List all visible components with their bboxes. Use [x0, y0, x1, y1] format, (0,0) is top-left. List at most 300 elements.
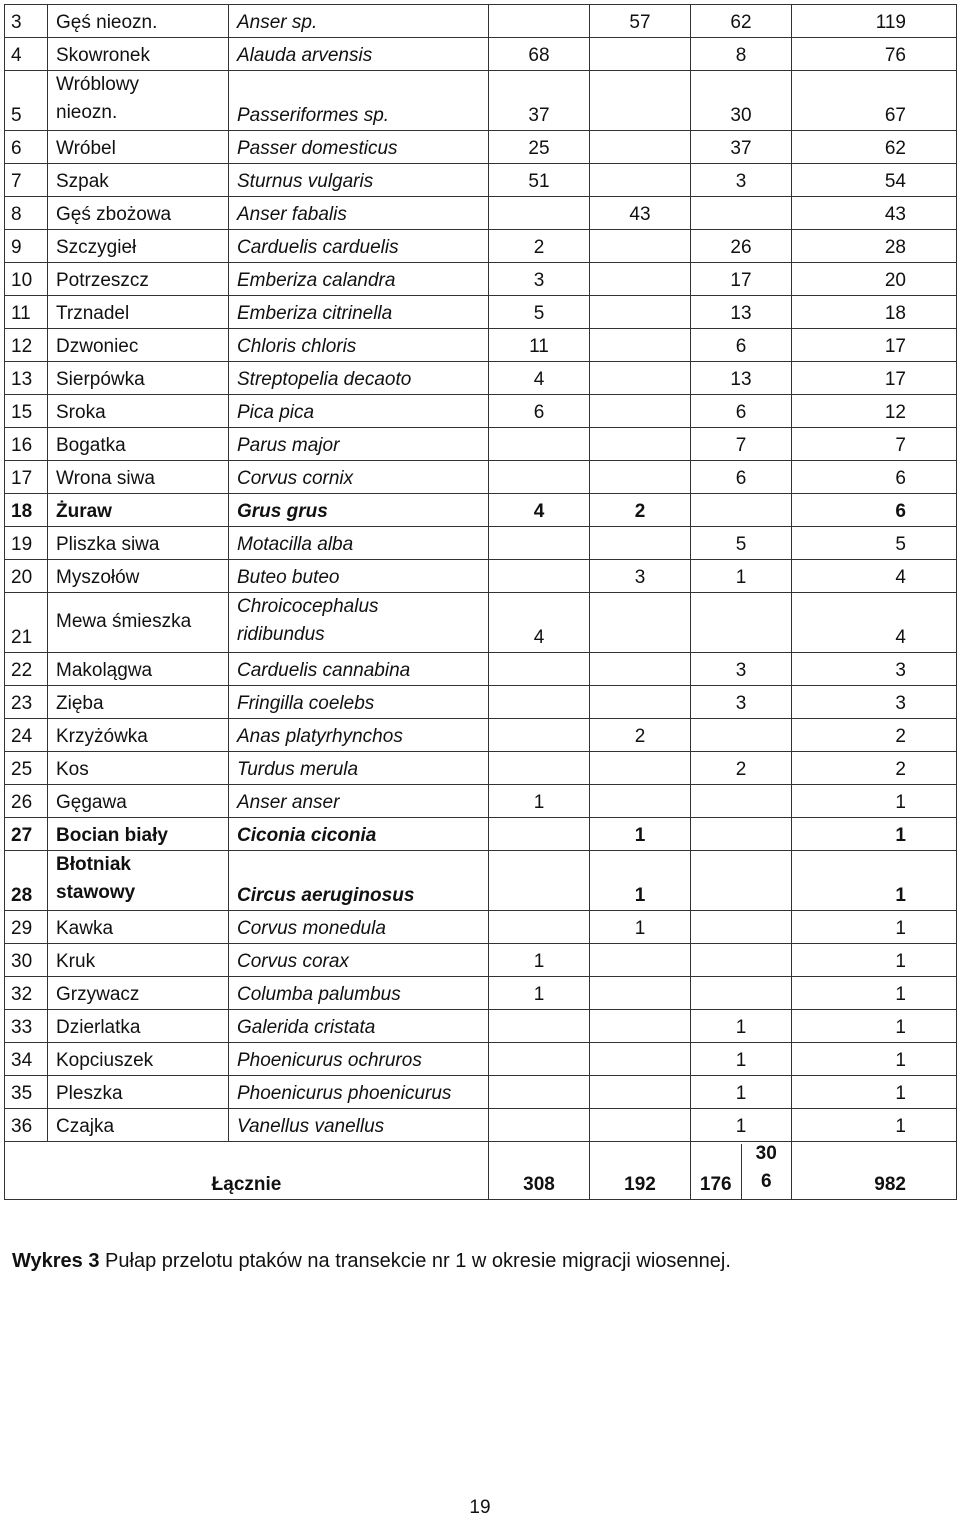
latin-name [229, 686, 489, 719]
row-number: 7 [5, 164, 48, 197]
count-1 [489, 686, 590, 719]
total-count-2: 192 [590, 1142, 691, 1200]
count-3: 2 [691, 752, 792, 785]
row-total: 67 [792, 71, 957, 131]
latin-name [229, 5, 489, 38]
count-1: 4 [489, 362, 590, 395]
polish-name-text: Kos [56, 759, 89, 780]
row-number: 12 [5, 329, 48, 362]
count-1: 25 [489, 131, 590, 164]
count-3: 3 [691, 686, 792, 719]
latin-name [229, 560, 489, 593]
polish-name [48, 911, 229, 944]
latin-name [229, 38, 489, 71]
table-row [5, 527, 957, 560]
polish-name [48, 1043, 229, 1076]
latin-name-text: Corvus cornix [237, 468, 354, 489]
polish-name [48, 428, 229, 461]
latin-name [229, 494, 489, 527]
row-total: 1 [792, 944, 957, 977]
latin-name [229, 653, 489, 686]
count-3: 3 [691, 653, 792, 686]
total-label: Łącznie [5, 1142, 489, 1200]
row-total: 17 [792, 362, 957, 395]
latin-name-text: Emberiza citrinella [237, 303, 393, 324]
count-1: 51 [489, 164, 590, 197]
polish-name-text: Kruk [56, 951, 96, 972]
table-row [5, 1109, 957, 1142]
polish-name-text: Bocian biały [56, 825, 168, 846]
polish-name-text: Wróblowy nieozn. [56, 74, 140, 123]
latin-name [229, 977, 489, 1010]
row-number: 21 [5, 593, 48, 653]
table-row [5, 653, 957, 686]
latin-name [229, 362, 489, 395]
row-total: 5 [792, 527, 957, 560]
count-3: 1 [691, 560, 792, 593]
count-3: 13 [691, 296, 792, 329]
count-3: 13 [691, 362, 792, 395]
polish-name-text: Mewa śmieszka [56, 611, 192, 632]
polish-name-text: Gęś nieozn. [56, 12, 158, 33]
count-3: 30 [691, 71, 792, 131]
polish-name [48, 38, 229, 71]
row-number: 6 [5, 131, 48, 164]
table-row [5, 785, 957, 818]
polish-name [48, 752, 229, 785]
row-total: 12 [792, 395, 957, 428]
polish-name [48, 71, 229, 131]
table-row [5, 818, 957, 851]
count-1 [489, 560, 590, 593]
latin-name-text: Pica pica [237, 402, 315, 423]
polish-name-text: Wróbel [56, 138, 116, 159]
latin-name [229, 1010, 489, 1043]
polish-name [48, 1076, 229, 1109]
count-2 [590, 329, 691, 362]
row-number: 8 [5, 197, 48, 230]
latin-name-text: Anser anser [237, 792, 340, 813]
latin-name-text: Ciconia ciconia [237, 825, 377, 846]
count-1 [489, 719, 590, 752]
polish-name [48, 461, 229, 494]
total-row [5, 1142, 957, 1200]
latin-name [229, 527, 489, 560]
count-3: 8 [691, 38, 792, 71]
row-number: 3 [5, 5, 48, 38]
figure-caption [12, 1250, 952, 1273]
row-number: 9 [5, 230, 48, 263]
polish-name [48, 560, 229, 593]
row-number: 33 [5, 1010, 48, 1043]
latin-name [229, 818, 489, 851]
count-3: 6 [691, 329, 792, 362]
count-2: 2 [590, 719, 691, 752]
polish-name-text: Żuraw [56, 501, 112, 522]
latin-name-text: Corvus monedula [237, 918, 386, 939]
polish-name-text: Potrzeszcz [56, 270, 149, 291]
table-row [5, 263, 957, 296]
count-2 [590, 686, 691, 719]
total-count-4-bottom: 6 [760, 1171, 772, 1192]
table-row [5, 686, 957, 719]
row-total: 76 [792, 38, 957, 71]
total-count-3 [691, 1142, 792, 1200]
latin-name-text: Alauda arvensis [237, 45, 373, 66]
count-1: 11 [489, 329, 590, 362]
row-number: 5 [5, 71, 48, 131]
latin-name [229, 785, 489, 818]
latin-name [229, 71, 489, 131]
latin-name [229, 1109, 489, 1142]
count-1: 6 [489, 395, 590, 428]
count-2 [590, 1109, 691, 1142]
row-total: 1 [792, 851, 957, 911]
row-number: 23 [5, 686, 48, 719]
count-2: 1 [590, 911, 691, 944]
count-1: 1 [489, 944, 590, 977]
latin-name-text: Emberiza calandra [237, 270, 396, 291]
row-number: 18 [5, 494, 48, 527]
latin-name [229, 329, 489, 362]
count-1 [489, 5, 590, 38]
polish-name-text: Bogatka [56, 435, 126, 456]
count-2 [590, 944, 691, 977]
count-3: 17 [691, 263, 792, 296]
latin-name-text: Anser fabalis [237, 204, 347, 225]
latin-name [229, 1076, 489, 1109]
count-3: 6 [691, 395, 792, 428]
count-1: 5 [489, 296, 590, 329]
count-1: 37 [489, 71, 590, 131]
count-2 [590, 38, 691, 71]
polish-name-text: Pleszka [56, 1083, 123, 1104]
table-row [5, 395, 957, 428]
row-number: 28 [5, 851, 48, 911]
latin-name-text: Parus major [237, 435, 340, 456]
count-1 [489, 428, 590, 461]
total-count-3-value: 176 [691, 1144, 742, 1199]
count-2: 1 [590, 818, 691, 851]
table-row [5, 296, 957, 329]
table-row [5, 197, 957, 230]
row-total: 3 [792, 653, 957, 686]
latin-name-text: Anas platyrhynchos [237, 726, 403, 747]
latin-name-text: Motacilla alba [237, 534, 354, 555]
table-row [5, 461, 957, 494]
count-1 [489, 851, 590, 911]
row-total: 1 [792, 977, 957, 1010]
latin-name [229, 719, 489, 752]
polish-name-text: Błotniak stawowy [56, 854, 136, 903]
count-2 [590, 1076, 691, 1109]
latin-name [229, 395, 489, 428]
polish-name [48, 5, 229, 38]
count-2: 57 [590, 5, 691, 38]
row-total: 1 [792, 818, 957, 851]
table-row [5, 494, 957, 527]
latin-name [229, 131, 489, 164]
latin-name-text: Turdus merula [237, 759, 359, 780]
row-number: 35 [5, 1076, 48, 1109]
count-1 [489, 1010, 590, 1043]
row-number: 4 [5, 38, 48, 71]
row-number: 15 [5, 395, 48, 428]
latin-name [229, 263, 489, 296]
polish-name [48, 686, 229, 719]
polish-name [48, 329, 229, 362]
polish-name-text: Krzyżówka [56, 726, 148, 747]
row-number: 30 [5, 944, 48, 977]
count-2 [590, 785, 691, 818]
row-total: 54 [792, 164, 957, 197]
count-2: 43 [590, 197, 691, 230]
total-count-4-top: 30 [755, 1143, 777, 1164]
count-2 [590, 263, 691, 296]
count-1 [489, 911, 590, 944]
polish-name [48, 197, 229, 230]
count-1: 4 [489, 494, 590, 527]
count-1: 4 [489, 593, 590, 653]
polish-name-text: Pliszka siwa [56, 534, 160, 555]
polish-name-text: Kopciuszek [56, 1050, 154, 1071]
count-2 [590, 71, 691, 131]
latin-name [229, 230, 489, 263]
row-total: 119 [792, 5, 957, 38]
latin-name-text: Columba palumbus [237, 984, 401, 1005]
caption-text: Pułap przelotu ptaków na transekcie nr 1 w okresie migracji wiosennej. [105, 1250, 731, 1272]
count-2: 1 [590, 851, 691, 911]
count-3: 62 [691, 5, 792, 38]
count-2 [590, 428, 691, 461]
grand-total: 982 [792, 1142, 957, 1200]
latin-name-text: Carduelis carduelis [237, 237, 399, 258]
count-3 [691, 785, 792, 818]
latin-name-text: Sturnus vulgaris [237, 171, 374, 192]
row-total: 2 [792, 752, 957, 785]
count-3: 37 [691, 131, 792, 164]
count-2 [590, 131, 691, 164]
count-2 [590, 164, 691, 197]
row-total: 2 [792, 719, 957, 752]
polish-name-text: Grzywacz [56, 984, 140, 1005]
count-3: 6 [691, 461, 792, 494]
latin-name-text: Fringilla coelebs [237, 693, 375, 714]
polish-name [48, 494, 229, 527]
polish-name [48, 1109, 229, 1142]
polish-name-text: Dzwoniec [56, 336, 139, 357]
latin-name [229, 197, 489, 230]
polish-name [48, 296, 229, 329]
count-2 [590, 752, 691, 785]
polish-name-text: Zięba [56, 693, 104, 714]
count-2: 3 [590, 560, 691, 593]
polish-name-text: Skowronek [56, 45, 150, 66]
row-number: 17 [5, 461, 48, 494]
table-row [5, 977, 957, 1010]
polish-name-text: Szczygieł [56, 237, 137, 258]
row-total: 7 [792, 428, 957, 461]
count-3 [691, 944, 792, 977]
latin-name-text: Circus aeruginosus [237, 885, 415, 906]
count-1 [489, 653, 590, 686]
count-1 [489, 527, 590, 560]
table-row [5, 230, 957, 263]
polish-name [48, 653, 229, 686]
row-number: 22 [5, 653, 48, 686]
row-number: 27 [5, 818, 48, 851]
count-2 [590, 593, 691, 653]
row-number: 26 [5, 785, 48, 818]
count-3 [691, 818, 792, 851]
polish-name [48, 851, 229, 911]
row-total: 1 [792, 1010, 957, 1043]
row-total: 6 [792, 461, 957, 494]
table-row [5, 752, 957, 785]
count-2 [590, 977, 691, 1010]
row-total: 1 [792, 1076, 957, 1109]
count-1: 1 [489, 785, 590, 818]
row-total: 18 [792, 296, 957, 329]
latin-name-text: Passeriformes sp. [237, 105, 390, 126]
latin-name [229, 752, 489, 785]
table-row [5, 164, 957, 197]
table-row [5, 5, 957, 38]
count-3 [691, 494, 792, 527]
table-row [5, 593, 957, 653]
polish-name [48, 944, 229, 977]
row-total: 43 [792, 197, 957, 230]
count-3: 26 [691, 230, 792, 263]
polish-name-text: Myszołów [56, 567, 140, 588]
total-count-1: 308 [489, 1142, 590, 1200]
latin-name-text: Phoenicurus phoenicurus [237, 1083, 452, 1104]
count-3 [691, 977, 792, 1010]
row-number: 32 [5, 977, 48, 1010]
page-number: 19 [469, 1497, 491, 1518]
count-2 [590, 1043, 691, 1076]
count-3: 1 [691, 1076, 792, 1109]
table-row [5, 38, 957, 71]
polish-name-text: Gęgawa [56, 792, 127, 813]
count-3: 5 [691, 527, 792, 560]
count-2 [590, 395, 691, 428]
polish-name [48, 230, 229, 263]
count-1 [489, 1109, 590, 1142]
latin-name [229, 428, 489, 461]
count-2: 2 [590, 494, 691, 527]
table-row [5, 560, 957, 593]
count-1 [489, 752, 590, 785]
polish-name [48, 164, 229, 197]
count-1: 3 [489, 263, 590, 296]
polish-name [48, 1010, 229, 1043]
polish-name [48, 527, 229, 560]
row-number: 36 [5, 1109, 48, 1142]
count-3 [691, 851, 792, 911]
latin-name-text: Galerida cristata [237, 1017, 376, 1038]
latin-name-text: Corvus corax [237, 951, 349, 972]
latin-name [229, 593, 489, 653]
row-number: 24 [5, 719, 48, 752]
polish-name-text: Sroka [56, 402, 106, 423]
latin-name-text: Anser sp. [237, 12, 318, 33]
table-row [5, 1010, 957, 1043]
table-row [5, 428, 957, 461]
row-total: 20 [792, 263, 957, 296]
polish-name [48, 818, 229, 851]
bird-migration-table [4, 4, 957, 1200]
latin-name-text: Carduelis cannabina [237, 660, 411, 681]
latin-name [229, 911, 489, 944]
latin-name [229, 1043, 489, 1076]
count-1: 68 [489, 38, 590, 71]
latin-name-text: Chloris chloris [237, 336, 357, 357]
row-total: 4 [792, 593, 957, 653]
row-total: 3 [792, 686, 957, 719]
count-2 [590, 527, 691, 560]
table-row [5, 71, 957, 131]
latin-name [229, 944, 489, 977]
table-row [5, 1043, 957, 1076]
polish-name-text: Kawka [56, 918, 114, 939]
latin-name-text: Streptopelia decaoto [237, 369, 412, 390]
table-row [5, 329, 957, 362]
count-1 [489, 461, 590, 494]
count-3: 1 [691, 1043, 792, 1076]
polish-name [48, 263, 229, 296]
polish-name-text: Wrona siwa [56, 468, 155, 489]
latin-name-text: Passer domesticus [237, 138, 398, 159]
row-number: 19 [5, 527, 48, 560]
row-total: 1 [792, 1109, 957, 1142]
count-3: 3 [691, 164, 792, 197]
latin-name [229, 461, 489, 494]
row-number: 13 [5, 362, 48, 395]
polish-name [48, 395, 229, 428]
count-2 [590, 653, 691, 686]
row-total: 1 [792, 785, 957, 818]
row-total: 4 [792, 560, 957, 593]
row-number: 10 [5, 263, 48, 296]
table-row [5, 851, 957, 911]
count-1 [489, 818, 590, 851]
total-count-4-value [742, 1142, 792, 1200]
count-2 [590, 230, 691, 263]
count-3 [691, 197, 792, 230]
polish-name-text: Gęś zbożowa [56, 204, 172, 225]
count-1 [489, 1043, 590, 1076]
row-number: 11 [5, 296, 48, 329]
count-2 [590, 296, 691, 329]
count-1: 1 [489, 977, 590, 1010]
latin-name-text: Phoenicurus ochruros [237, 1050, 422, 1071]
table-row [5, 362, 957, 395]
polish-name-text: Makolągwa [56, 660, 153, 681]
latin-name [229, 164, 489, 197]
latin-name-text: Chroicocephalus ridibundus [237, 596, 379, 645]
row-total: 17 [792, 329, 957, 362]
row-number: 16 [5, 428, 48, 461]
row-number: 25 [5, 752, 48, 785]
row-total: 62 [792, 131, 957, 164]
count-1 [489, 197, 590, 230]
count-1: 2 [489, 230, 590, 263]
table-row [5, 911, 957, 944]
table-body [5, 5, 957, 1200]
polish-name [48, 719, 229, 752]
polish-name [48, 977, 229, 1010]
